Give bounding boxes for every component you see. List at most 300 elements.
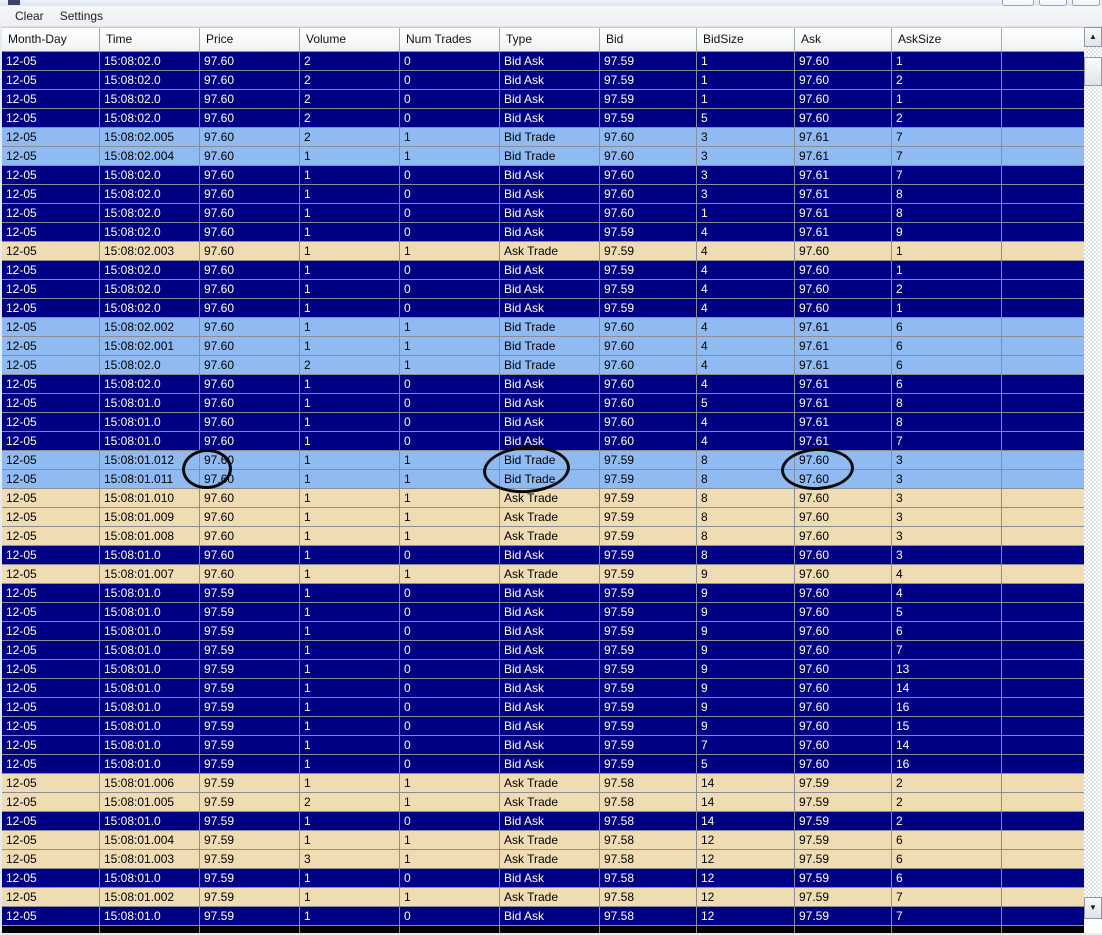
cell-num-trades: 0: [400, 204, 500, 222]
cell-bid-size: 9: [697, 679, 795, 697]
cell-time: 15:08:01.0: [100, 812, 200, 830]
cell-bid-size: 4: [697, 261, 795, 279]
column-header-month-day[interactable]: Month-Day: [2, 28, 100, 51]
table-row[interactable]: [2, 812, 1084, 831]
cell-volume: 1: [300, 185, 400, 203]
cell-ask: 97.61: [795, 413, 892, 431]
cell-bid-size: 9: [697, 698, 795, 716]
cell-ask-size: 2: [892, 71, 1002, 89]
cell-bid-size: 4: [697, 223, 795, 241]
cell-num-trades: 0: [400, 261, 500, 279]
cell-volume: 1: [300, 622, 400, 640]
cell-cutoff: [400, 926, 500, 933]
cell-time: 15:08:02.005: [100, 128, 200, 146]
cell-time: 15:08:01.0: [100, 622, 200, 640]
cell-type: Bid Trade: [500, 337, 600, 355]
cell-time: 15:08:01.0: [100, 698, 200, 716]
cell-price: 97.60: [200, 185, 300, 203]
cell-bid: 97.59: [600, 565, 697, 583]
cell-bid: 97.59: [600, 52, 697, 70]
table-row[interactable]: [2, 755, 1084, 774]
table-row[interactable]: [2, 888, 1084, 907]
cell-ask: 97.60: [795, 261, 892, 279]
cell-type: Bid Ask: [500, 71, 600, 89]
column-header-bid-size[interactable]: BidSize: [697, 28, 795, 51]
cell-bid-size: 9: [697, 717, 795, 735]
cell-filler: [1002, 185, 1084, 203]
cell-time: 15:08:01.008: [100, 527, 200, 545]
menu-item-settings[interactable]: Settings: [59, 8, 104, 23]
table-row[interactable]: [2, 869, 1084, 888]
cell-bid-size: 14: [697, 774, 795, 792]
column-header-volume[interactable]: Volume: [300, 28, 400, 51]
app-icon: [8, 0, 20, 5]
cell-time: 15:08:01.0: [100, 584, 200, 602]
table-row[interactable]: [2, 622, 1084, 641]
cell-bid-size: 12: [697, 888, 795, 906]
cell-num-trades: 0: [400, 223, 500, 241]
cell-time: 15:08:01.0: [100, 907, 200, 925]
cell-type: Bid Ask: [500, 413, 600, 431]
cell-num-trades: 1: [400, 831, 500, 849]
cell-time: 15:08:01.005: [100, 793, 200, 811]
cell-ask: 97.60: [795, 622, 892, 640]
cell-filler: [1002, 565, 1084, 583]
cell-filler: [1002, 717, 1084, 735]
cell-month-day: 12-05: [2, 774, 100, 792]
cell-ask: 97.61: [795, 204, 892, 222]
cell-ask-size: 6: [892, 869, 1002, 887]
cell-volume: 1: [300, 660, 400, 678]
cell-bid: 97.59: [600, 470, 697, 488]
cell-bid: 97.58: [600, 831, 697, 849]
cell-num-trades: 1: [400, 527, 500, 545]
cell-volume: 1: [300, 261, 400, 279]
cell-ask-size: 8: [892, 204, 1002, 222]
cell-num-trades: 0: [400, 622, 500, 640]
table-row[interactable]: [2, 90, 1084, 109]
cell-type: Bid Ask: [500, 432, 600, 450]
cell-type: Bid Ask: [500, 622, 600, 640]
cell-ask: 97.61: [795, 337, 892, 355]
cell-price: 97.59: [200, 660, 300, 678]
cell-time: 15:08:01.0: [100, 755, 200, 773]
cell-time: 15:08:01.0: [100, 660, 200, 678]
cell-month-day: 12-05: [2, 394, 100, 412]
cell-month-day: 12-05: [2, 869, 100, 887]
cell-price: 97.60: [200, 318, 300, 336]
cell-volume: 2: [300, 71, 400, 89]
table-row[interactable]: [2, 679, 1084, 698]
cell-price: 97.60: [200, 52, 300, 70]
table-row[interactable]: [2, 660, 1084, 679]
table-row[interactable]: [2, 223, 1084, 242]
table-row[interactable]: [2, 52, 1084, 71]
cell-num-trades: 0: [400, 432, 500, 450]
table-row[interactable]: [2, 546, 1084, 565]
cell-month-day: 12-05: [2, 679, 100, 697]
table-row[interactable]: [2, 375, 1084, 394]
cell-ask-size: 7: [892, 166, 1002, 184]
cell-time: 15:08:01.0: [100, 413, 200, 431]
menu-item-clear[interactable]: Clear: [15, 8, 44, 23]
cell-bid: 97.60: [600, 356, 697, 374]
cell-time: 15:08:01.004: [100, 831, 200, 849]
cell-month-day: 12-05: [2, 90, 100, 108]
cell-num-trades: 0: [400, 375, 500, 393]
cell-cutoff: [500, 926, 600, 933]
cell-num-trades: 0: [400, 869, 500, 887]
cell-num-trades: 0: [400, 394, 500, 412]
cell-ask-size: 16: [892, 755, 1002, 773]
cell-type: Ask Trade: [500, 888, 600, 906]
cell-bid: 97.59: [600, 679, 697, 697]
cell-time: 15:08:02.0: [100, 280, 200, 298]
cell-cutoff: [892, 926, 1002, 933]
table-row[interactable]: [2, 185, 1084, 204]
table-row[interactable]: [2, 850, 1084, 869]
table-row[interactable]: [2, 774, 1084, 793]
cell-volume: 2: [300, 52, 400, 70]
cell-filler: [1002, 242, 1084, 260]
table-row[interactable]: [2, 394, 1084, 413]
column-header-bid[interactable]: Bid: [600, 28, 697, 51]
cell-ask: 97.61: [795, 356, 892, 374]
cell-type: Bid Ask: [500, 166, 600, 184]
cell-month-day: 12-05: [2, 451, 100, 469]
cell-ask-size: 6: [892, 850, 1002, 868]
table-row[interactable]: [2, 166, 1084, 185]
cell-num-trades: 0: [400, 546, 500, 564]
cell-time: 15:08:01.003: [100, 850, 200, 868]
cell-price: 97.59: [200, 850, 300, 868]
cell-bid-size: 4: [697, 318, 795, 336]
table-row[interactable]: [2, 736, 1084, 755]
cell-bid: 97.59: [600, 489, 697, 507]
column-header-time[interactable]: Time: [100, 28, 200, 51]
cell-ask: 97.60: [795, 451, 892, 469]
cell-bid: 97.60: [600, 432, 697, 450]
cell-ask-size: 4: [892, 584, 1002, 602]
cell-bid-size: 1: [697, 52, 795, 70]
cell-volume: 1: [300, 584, 400, 602]
column-header-num-trades[interactable]: Num Trades: [400, 28, 500, 51]
cell-type: Bid Ask: [500, 907, 600, 925]
cell-price: 97.59: [200, 603, 300, 621]
cell-month-day: 12-05: [2, 147, 100, 165]
table-row[interactable]: [2, 109, 1084, 128]
cell-ask: 97.60: [795, 489, 892, 507]
cell-ask: 97.61: [795, 318, 892, 336]
cell-bid-size: 9: [697, 660, 795, 678]
cell-ask-size: 4: [892, 565, 1002, 583]
cell-num-trades: 0: [400, 698, 500, 716]
cell-ask-size: 8: [892, 185, 1002, 203]
cell-time: 15:08:01.0: [100, 603, 200, 621]
cell-type: Ask Trade: [500, 831, 600, 849]
table-row[interactable]: [2, 907, 1084, 926]
cell-type: Bid Ask: [500, 90, 600, 108]
cell-bid: 97.59: [600, 660, 697, 678]
cell-num-trades: 0: [400, 109, 500, 127]
cell-volume: 1: [300, 432, 400, 450]
cell-cutoff: [300, 926, 400, 933]
cell-volume: 2: [300, 90, 400, 108]
cell-month-day: 12-05: [2, 755, 100, 773]
cell-bid: 97.59: [600, 717, 697, 735]
cell-bid: 97.59: [600, 603, 697, 621]
cell-ask: 97.60: [795, 641, 892, 659]
cell-time: 15:08:02.003: [100, 242, 200, 260]
table-row[interactable]: [2, 356, 1084, 375]
cell-num-trades: 0: [400, 299, 500, 317]
cell-volume: 1: [300, 242, 400, 260]
cell-volume: 1: [300, 831, 400, 849]
cell-type: Ask Trade: [500, 774, 600, 792]
scrollbar-thumb[interactable]: [1084, 57, 1102, 86]
cell-type: Bid Ask: [500, 261, 600, 279]
table-row[interactable]: [2, 337, 1084, 356]
cell-volume: 1: [300, 394, 400, 412]
scrollbar-track[interactable]: [1084, 47, 1102, 897]
table-row[interactable]: [2, 527, 1084, 546]
cell-ask: 97.61: [795, 432, 892, 450]
cell-num-trades: 0: [400, 812, 500, 830]
cell-cutoff: [697, 926, 795, 933]
cell-price: 97.59: [200, 584, 300, 602]
cell-bid-size: 5: [697, 755, 795, 773]
cell-ask-size: 2: [892, 109, 1002, 127]
cell-time: 15:08:02.0: [100, 299, 200, 317]
cell-bid: 97.59: [600, 223, 697, 241]
cell-ask: 97.61: [795, 375, 892, 393]
cell-time: 15:08:02.0: [100, 90, 200, 108]
cell-month-day: 12-05: [2, 888, 100, 906]
cell-month-day: 12-05: [2, 166, 100, 184]
cell-volume: 3: [300, 850, 400, 868]
table-row[interactable]: [2, 489, 1084, 508]
cell-filler: [1002, 641, 1084, 659]
cell-time: 15:08:01.010: [100, 489, 200, 507]
cell-volume: 1: [300, 375, 400, 393]
table-row[interactable]: [2, 261, 1084, 280]
table-row[interactable]: [2, 717, 1084, 736]
cell-type: Ask Trade: [500, 527, 600, 545]
cell-price: 97.59: [200, 812, 300, 830]
cell-time: 15:08:01.011: [100, 470, 200, 488]
cell-ask-size: 1: [892, 242, 1002, 260]
cell-num-trades: 0: [400, 71, 500, 89]
cell-month-day: 12-05: [2, 546, 100, 564]
cell-bid: 97.60: [600, 394, 697, 412]
cell-ask: 97.60: [795, 603, 892, 621]
scroll-down-icon: ▼: [1089, 903, 1097, 912]
cell-ask-size: 3: [892, 451, 1002, 469]
cell-bid-size: 8: [697, 508, 795, 526]
cell-type: Bid Trade: [500, 356, 600, 374]
cell-volume: 1: [300, 527, 400, 545]
cell-price: 97.60: [200, 280, 300, 298]
cell-ask: 97.61: [795, 166, 892, 184]
table-row[interactable]: [2, 147, 1084, 166]
cell-ask: 97.60: [795, 679, 892, 697]
cell-ask-size: 2: [892, 280, 1002, 298]
cell-price: 97.60: [200, 413, 300, 431]
cell-bid: 97.58: [600, 869, 697, 887]
cell-price: 97.60: [200, 527, 300, 545]
cell-ask: 97.60: [795, 470, 892, 488]
cell-time: 15:08:01.0: [100, 736, 200, 754]
table-row[interactable]: [2, 242, 1084, 261]
cell-bid-size: 9: [697, 622, 795, 640]
cell-time: 15:08:02.0: [100, 223, 200, 241]
cell-type: Bid Ask: [500, 717, 600, 735]
table-row[interactable]: [2, 603, 1084, 622]
cell-filler: [1002, 622, 1084, 640]
cell-ask-size: 7: [892, 888, 1002, 906]
table-row[interactable]: [2, 793, 1084, 812]
cell-ask: 97.60: [795, 698, 892, 716]
cell-bid: 97.60: [600, 375, 697, 393]
table-row[interactable]: [2, 280, 1084, 299]
table-row[interactable]: [2, 584, 1084, 603]
cell-bid-size: 12: [697, 869, 795, 887]
cell-num-trades: 0: [400, 641, 500, 659]
cell-price: 97.60: [200, 565, 300, 583]
cell-price: 97.60: [200, 71, 300, 89]
cell-ask: 97.59: [795, 812, 892, 830]
cell-ask: 97.60: [795, 508, 892, 526]
cell-ask-size: 3: [892, 489, 1002, 507]
cell-bid-size: 4: [697, 337, 795, 355]
cell-price: 97.59: [200, 774, 300, 792]
cell-time: 15:08:02.0: [100, 356, 200, 374]
cell-ask-size: 1: [892, 299, 1002, 317]
cell-bid-size: 12: [697, 850, 795, 868]
cell-month-day: 12-05: [2, 375, 100, 393]
cell-price: 97.59: [200, 907, 300, 925]
cell-time: 15:08:02.0: [100, 204, 200, 222]
cell-time: 15:08:01.006: [100, 774, 200, 792]
scroll-down-button[interactable]: [1084, 897, 1102, 919]
cell-bid: 97.58: [600, 812, 697, 830]
cell-time: 15:08:02.0: [100, 185, 200, 203]
table-row[interactable]: [2, 565, 1084, 584]
cell-bid-size: 4: [697, 413, 795, 431]
cell-volume: 1: [300, 907, 400, 925]
cell-month-day: 12-05: [2, 793, 100, 811]
table-row[interactable]: [2, 508, 1084, 527]
table-row[interactable]: [2, 128, 1084, 147]
cell-filler: [1002, 337, 1084, 355]
cell-ask: 97.60: [795, 109, 892, 127]
cell-ask-size: 8: [892, 413, 1002, 431]
cell-price: 97.60: [200, 337, 300, 355]
cell-volume: 1: [300, 717, 400, 735]
column-header-type[interactable]: Type: [500, 28, 600, 51]
cell-cutoff: [100, 926, 200, 933]
cell-filler: [1002, 451, 1084, 469]
cell-price: 97.60: [200, 242, 300, 260]
cell-type: Ask Trade: [500, 489, 600, 507]
cell-bid: 97.60: [600, 128, 697, 146]
cell-time: 15:08:02.002: [100, 318, 200, 336]
cell-type: Bid Ask: [500, 660, 600, 678]
scroll-up-button[interactable]: [1084, 27, 1102, 47]
cell-ask: 97.61: [795, 394, 892, 412]
cell-bid-size: 3: [697, 128, 795, 146]
cell-filler: [1002, 812, 1084, 830]
table-row[interactable]: [2, 413, 1084, 432]
cell-ask-size: 1: [892, 90, 1002, 108]
table-row[interactable]: [2, 204, 1084, 223]
cell-month-day: 12-05: [2, 337, 100, 355]
cell-ask-size: 7: [892, 907, 1002, 925]
table-header: [2, 27, 1084, 52]
table-row[interactable]: [2, 299, 1084, 318]
cell-filler: [1002, 280, 1084, 298]
cell-month-day: 12-05: [2, 584, 100, 602]
cell-type: Bid Ask: [500, 299, 600, 317]
cell-month-day: 12-05: [2, 299, 100, 317]
table-row[interactable]: [2, 698, 1084, 717]
cell-bid: 97.59: [600, 622, 697, 640]
cell-month-day: 12-05: [2, 413, 100, 431]
cell-ask-size: 14: [892, 679, 1002, 697]
cell-volume: 1: [300, 489, 400, 507]
cell-filler: [1002, 869, 1084, 887]
cell-num-trades: 0: [400, 907, 500, 925]
cell-bid-size: 8: [697, 489, 795, 507]
cell-volume: 1: [300, 812, 400, 830]
table-row[interactable]: [2, 71, 1084, 90]
cell-month-day: 12-05: [2, 565, 100, 583]
cell-filler: [1002, 71, 1084, 89]
cell-bid-size: 5: [697, 109, 795, 127]
cell-filler: [1002, 793, 1084, 811]
cell-filler: [1002, 432, 1084, 450]
cell-type: Bid Ask: [500, 679, 600, 697]
cell-ask-size: 15: [892, 717, 1002, 735]
cell-price: 97.59: [200, 641, 300, 659]
column-header-ask-size[interactable]: AskSize: [892, 28, 1002, 51]
cell-filler: [1002, 736, 1084, 754]
cell-num-trades: 1: [400, 565, 500, 583]
column-header-price[interactable]: Price: [200, 28, 300, 51]
cell-type: Bid Trade: [500, 128, 600, 146]
cell-filler: [1002, 888, 1084, 906]
cell-filler: [1002, 660, 1084, 678]
cell-num-trades: 0: [400, 755, 500, 773]
cell-filler: [1002, 755, 1084, 773]
cell-ask-size: 13: [892, 660, 1002, 678]
cell-type: Bid Ask: [500, 869, 600, 887]
cell-ask: 97.60: [795, 527, 892, 545]
cell-time: 15:08:01.0: [100, 546, 200, 564]
cell-bid: 97.59: [600, 584, 697, 602]
cell-time: 15:08:01.012: [100, 451, 200, 469]
cell-ask: 97.60: [795, 565, 892, 583]
table-row[interactable]: [2, 318, 1084, 337]
table-row[interactable]: [2, 641, 1084, 660]
cell-price: 97.60: [200, 546, 300, 564]
cell-num-trades: 0: [400, 679, 500, 697]
column-header-ask[interactable]: Ask: [795, 28, 892, 51]
cell-ask-size: 7: [892, 147, 1002, 165]
table-row[interactable]: [2, 831, 1084, 850]
cell-ask: 97.61: [795, 223, 892, 241]
cell-type: Ask Trade: [500, 565, 600, 583]
